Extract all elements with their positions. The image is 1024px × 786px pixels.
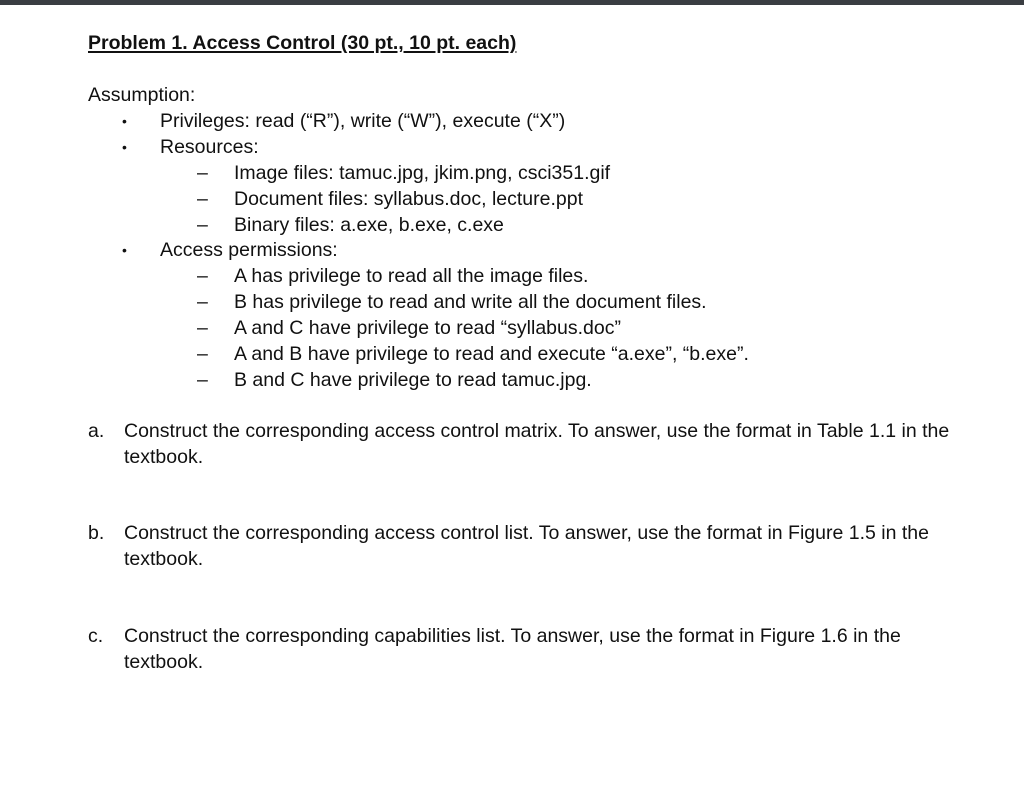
bullet-icon: • <box>122 242 127 258</box>
question-a-label: a. <box>88 420 105 442</box>
question-b-label: b. <box>88 522 105 544</box>
permission-item: B has privilege to read and write all the document files. <box>234 291 707 313</box>
dash-icon: – <box>197 162 208 184</box>
question-c-text: Construct the corresponding capabilities list. To answer, use the format in Figure 1.6 in the textbook. <box>124 625 901 673</box>
dash-icon: – <box>197 317 208 339</box>
dash-icon: – <box>197 265 208 287</box>
permission-item: A and C have privilege to read “syllabus.doc” <box>234 317 621 339</box>
permission-item: A and B have privilege to read and execute “a.exe”, “b.exe”. <box>234 343 749 365</box>
dash-icon: – <box>197 291 208 313</box>
resource-item: Binary files: a.exe, b.exe, c.exe <box>234 214 504 236</box>
question-a-text: Construct the corresponding access control matrix. To answer, use the format in Table 1.1 in the textbook. <box>124 420 950 468</box>
assumption-heading: Assumption: <box>88 84 196 106</box>
permissions-heading: Access permissions: <box>160 239 338 261</box>
resources-heading: Resources: <box>160 136 259 158</box>
permission-item: A has privilege to read all the image files. <box>234 265 589 287</box>
problem-title: Problem 1. Access Control (30 pt., 10 pt. each) <box>88 32 517 54</box>
privileges-item: Privileges: read (“R”), write (“W”), execute (“X”) <box>160 110 566 132</box>
dash-icon: – <box>197 214 208 236</box>
question-b-text: Construct the corresponding access control list. To answer, use the format in Figure 1.5 in the textbook. <box>124 522 929 570</box>
dash-icon: – <box>197 188 208 210</box>
dash-icon: – <box>197 343 208 365</box>
permission-item: B and C have privilege to read tamuc.jpg. <box>234 369 592 391</box>
question-c-label: c. <box>88 625 104 647</box>
resource-item: Document files: syllabus.doc, lecture.ppt <box>234 188 584 210</box>
bullet-icon: • <box>122 139 127 155</box>
dash-icon: – <box>197 369 208 391</box>
bullet-icon: • <box>122 113 127 129</box>
resource-item: Image files: tamuc.jpg, jkim.png, csci351.gif <box>234 162 611 184</box>
